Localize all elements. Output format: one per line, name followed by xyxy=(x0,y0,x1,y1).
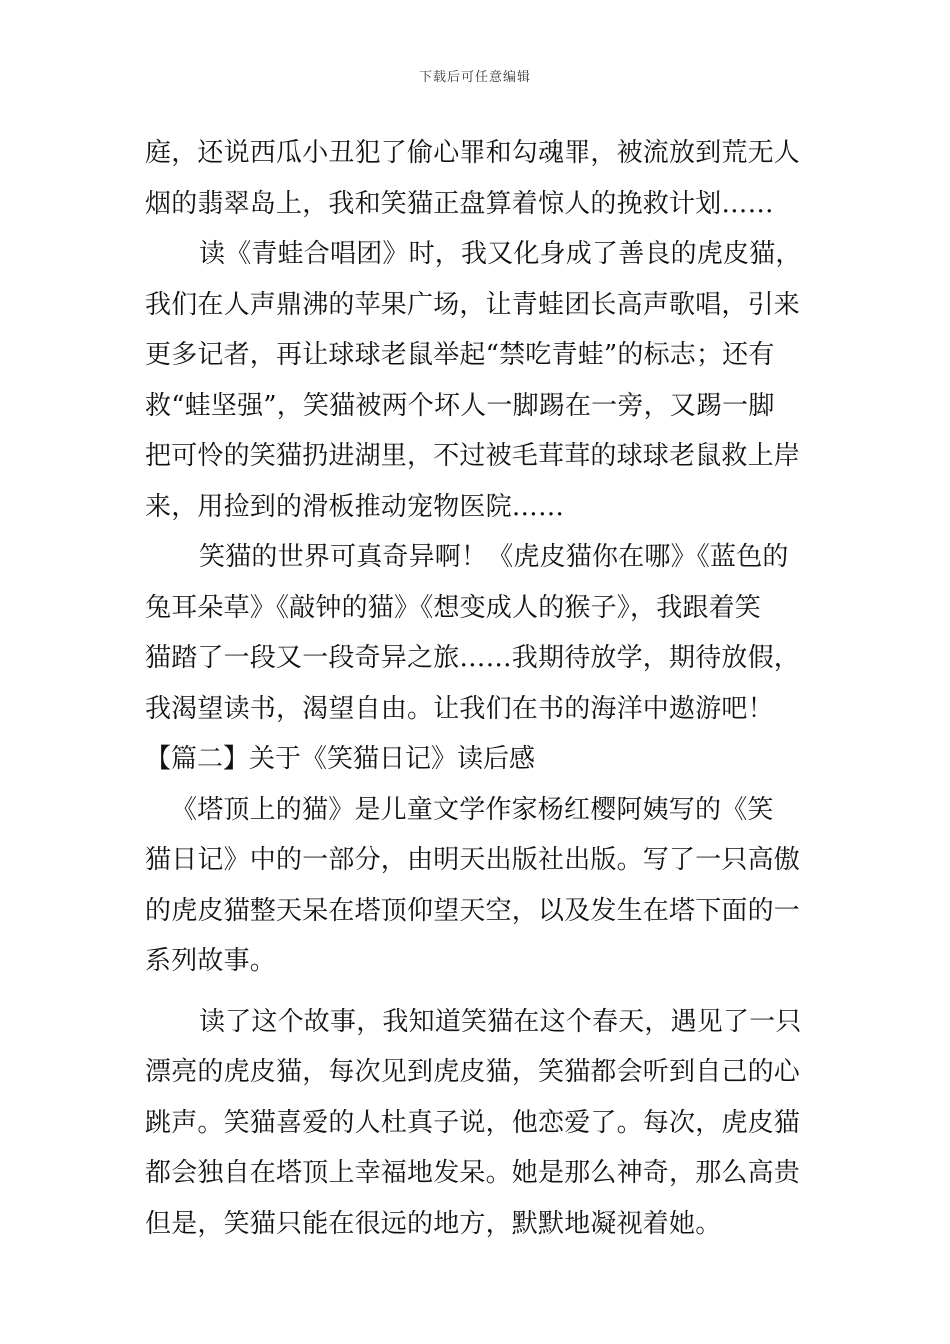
text-line: 的虎皮猫整天呆在塔顶仰望天空，以及发生在塔下面的一 xyxy=(145,895,801,926)
text-line: 来，用捡到的滑板推动宠物医院…… xyxy=(145,491,565,522)
text-line: 漂亮的虎皮猫，每次见到虎皮猫，笑猫都会听到自己的心 xyxy=(145,1057,801,1087)
text-line: 把可怜的笑猫扔进湖里，不过被毛茸茸的球球老鼠救上岸 xyxy=(145,441,801,471)
text-line: 跳声。笑猫喜爱的人杜真子说，他恋爱了。每次，虎皮猫 xyxy=(145,1107,801,1138)
text-line: 庭，还说西瓜小丑犯了偷心罪和勾魂罪，被流放到荒无人 xyxy=(145,138,801,168)
paragraph-start: 读了这个故事，我知道笑猫在这个春天，遇见了一只 xyxy=(199,1006,802,1037)
text-line: 但是，笑猫只能在很远的地方，默默地凝视着她。 xyxy=(145,1208,722,1239)
section-heading: 【篇二】关于《笑猫日记》读后感 xyxy=(145,744,536,774)
text-line: 救“蛙坚强”，笑猫被两个坏人一脚踢在一旁，又踢一脚 xyxy=(145,390,775,421)
text-line: 我们在人声鼎沸的苹果广场，让青蛙团长高声歌唱，引来 xyxy=(145,289,801,320)
text-line: 猫踏了一段又一段奇异之旅……我期待放学，期待放假， xyxy=(145,643,801,673)
page-header: 下载后可任意编辑 xyxy=(418,70,531,85)
paragraph-start: 笑猫的世界可真奇异啊！《虎皮猫你在哪》《蓝色的 xyxy=(199,542,789,572)
paragraph-start: 读《青蛙合唱团》时，我又化身成了善良的虎皮猫， xyxy=(199,239,802,269)
text-line: 烟的翡翠岛上，我和笑猫正盘算着惊人的挽救计划…… xyxy=(145,188,774,219)
text-line: 更多记者，再让球球老鼠举起“禁吃青蛙”的标志；还有 xyxy=(145,340,775,370)
text-line: 系列故事。 xyxy=(145,946,277,976)
text-line: 猫日记》中的一部分，由明天出版社出版。写了一只高傲 xyxy=(145,845,801,875)
text-line: 我渴望读书，渴望自由。让我们在书的海洋中遨游吧！ xyxy=(145,693,774,724)
paragraph-gap xyxy=(145,987,810,997)
text-line: 都会独自在塔顶上幸福地发呆。她是那么神奇，那么高贵 xyxy=(145,1158,801,1188)
paragraph-start: 《塔顶上的猫》是儿童文学作家杨红樱阿姨写的《笑 xyxy=(171,794,774,825)
document-body xyxy=(145,128,810,1249)
text-line: 兔耳朵草》《敲钟的猫》《想变成人的猴子》，我跟着笑 xyxy=(145,592,762,623)
